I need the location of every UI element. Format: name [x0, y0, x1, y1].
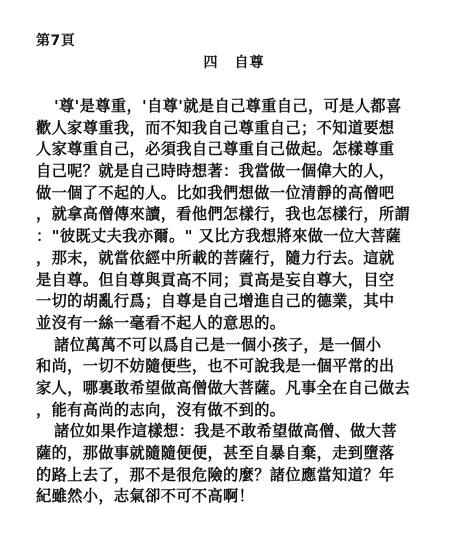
page-number: 第7頁	[36, 33, 76, 49]
section-title	[0, 52, 450, 72]
text-line: 薩的，那做事就隨隨便便，甚至自暴自棄，走到墮落	[36, 444, 395, 462]
text-line: 紀雖然小，志氣卻不可不高啊！	[36, 487, 255, 506]
text-line: 人家尊重自己，必須我自己尊重自己做起。怎樣尊重	[36, 140, 395, 159]
section-number: 四	[203, 55, 219, 71]
text-line: ，能有高尚的志向，沒有做不到的。	[36, 400, 286, 419]
text-line: '尊'是尊重，'自尊'就是自己尊重自己，可是人都喜	[54, 97, 402, 115]
text-line: 自己呢？就是自己時時想著：我當做一個偉大的人，	[36, 162, 395, 181]
text-line: 和尚，一切不妨隨便些，也不可說我是一個平常的出	[36, 357, 395, 376]
text-line: 並沒有一絲一毫看不起人的意思的。	[36, 313, 286, 332]
body-text	[36, 96, 428, 508]
text-line: 一切的胡亂行爲；自尊是自己增進自己的德業，其中	[36, 292, 395, 311]
text-line: 諸位如果作這樣想：我是不敢希望做高僧、做大菩	[54, 422, 397, 441]
text-line: 是自尊。但自尊與貢高不同；貢高是妄自尊大，目空	[36, 270, 395, 289]
text-line: 家人，哪裏敢希望做高僧做大菩薩。凡事全在自己做去	[36, 378, 411, 397]
text-line: 做一個了不起的人。比如我們想做一位清靜的高僧吧	[36, 183, 395, 202]
text-line: ，那末，就當依經中所載的菩薩行，隨力行去。這就	[36, 248, 395, 267]
text-line: ，就拿高僧傳來讀，看他們怎樣行，我也怎樣行，所謂	[36, 205, 411, 224]
section-title-text: 自尊	[234, 55, 265, 71]
text-line: ："彼既丈夫我亦爾。" 又比方我想將來做一位大菩薩	[36, 227, 402, 246]
text-line: 的路上去了，那不是很危險的麼？諸位應當知道？年	[36, 465, 395, 484]
text-line: 歡人家尊重我，而不知我自己尊重自己；不知道要想	[36, 118, 395, 137]
text-line: 諸位萬萬不可以爲自己是一個小孩子，是一個小	[54, 335, 382, 354]
